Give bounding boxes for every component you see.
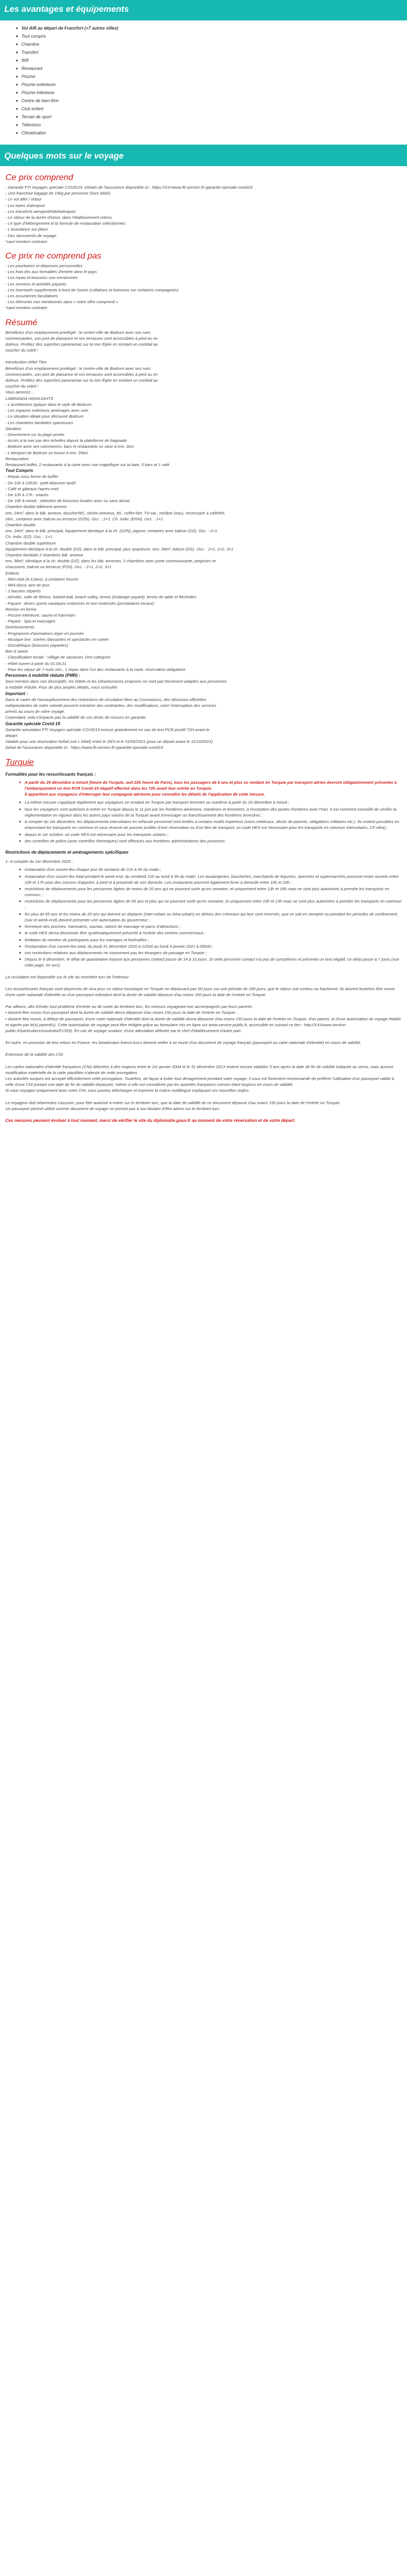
restriction-item: fermeture des piscines, hammams, saunas, salons de massage et parcs d'attractions ;: [25, 924, 402, 929]
entry-rule-item: à compter du 1er décembre, les déplacements interurbains en véhicule personnel sont limités à certains motifs impérieux (soins médicaux, décès de parents, obligations militaires etc.). Ils restent possibles en empruntant les transports en commun et sous réserve de pouvoir justifier d'une réservation ou d'un titre de transport, un code HES est nécessaire pour les transports en commun interurbains, CF infra) ;: [25, 819, 402, 831]
important-text: Dans le cadre de l'assouplissement des restrictions de circulation liées au Coronavirus, des décisions officielles indépendantes de notre volonté peuvent entraîner des contraintes, des modifications, voire l'interruption des services préviis au cours de votre voyage. Cependant, cela n'impacte pas la validité de vos droits de recours en garantie.: [5, 697, 216, 720]
entry-rule-item: La même mesure s'applique également aux voyageurs se rendant en Turquie par transport terrestre ou maritime à partir du 29 décembre à minuit ;: [25, 799, 402, 805]
important-label: Important :: [5, 691, 28, 696]
not-included-line: - Les éventuels suppléments à bord de l'avion (collations et boissons sur certaines compagnies): [5, 287, 179, 292]
amenity-item: Transfert: [21, 48, 402, 56]
turkey-paragraph: Le voyageur doit néanmoins s'assurer, pour être autorisé à entrer sur le territoire turc, que la date de validité de ce document dépasse d'au moins 150 jours la date de l'entrée en Turquie. Un passeport périmé utilisé comme document de voyage ne permet pas à son titulaire d'être admis sur le territoire turc.: [5, 1100, 341, 1111]
restriction-item: Depuis le 8 décembre, le délai de quarantaine imposé aux personnes contact passe de 14 à 10 jours. Si cette personne contact n'a pas de symptômes et présente un test négatif, ce délai passe à 7 jours (voir cette page, en turc).: [25, 956, 402, 968]
restriction-item: les plus de 65 ans et les moins de 20 ans qui doivent se déplacer (inter-urbain ou intra-urbain) en dehors des créneaux qui leur sont réservés, que ce soit en semaine ou pendant les périodes de confinement (soir et week-end) doivent présenter une autorisation du gouverneur ;: [25, 911, 402, 923]
covid-test-list: [5, 779, 402, 798]
entry-rule-item: tous les voyageurs sont autorisés à entrer en Turquie depuis le 11 juin par les frontières aériennes, maritimes et terrestres, à l'exception des postes frontières avec l'Iran. Il est vivement conseillé de vérifier la règlementation en vigueur dans les autres pays voisins de la Turquie avant d'envisager un franchissement des frontières terrestres ;: [25, 806, 402, 818]
included-line: - Le vol aller / retour: [5, 197, 42, 202]
amenity-item: Piscine intérieure: [21, 89, 402, 97]
amenities-list: [0, 20, 407, 137]
not-included-title: Ce prix ne comprend pas: [5, 252, 101, 261]
summary-intro: Bénéficiez d'un emplacement privilégié : le centre-ville de Bodrum avec ses rues commerçantes, son port de plaisance et ses terrasses sont accessibles à pied ou en dolmus. Profitez des superbes panoramas sur la mer Égée en sirotant un cocktail au coucher du soleil !: [5, 330, 158, 353]
turkey-paragraph: Extension de la validité des CNI: [5, 1052, 63, 1057]
guarantee-label: Garantie spéciale Covid 19: [5, 721, 60, 726]
amenity-item: Chambre: [21, 40, 402, 48]
restriction-item: instauration d'un couvre-feu total pendant le week-end, du vendredi 21h au lundi à 5h du matin. Les boulangeries, boucheries, marchands de légumes, épiceries et supermarchés pourront rester ouverts entre 10h et 17h pour des courses d'appoint, à pied et à proximité de son domicile. Les restaurants pourront également livrer à domicile entre 10h et 20h ;: [25, 874, 402, 885]
included-line: - Des documents de voyage.: [5, 233, 57, 238]
restrictions-list: [5, 867, 402, 968]
section-header-amenities: [0, 0, 407, 20]
included-line: - Le séjour de la durée choisie, dans l'établissement retenu.: [5, 215, 113, 220]
amenity-item: Tout compris: [21, 32, 402, 40]
amenity-item: Club enfant: [21, 105, 402, 113]
section-title: Les avantages et équipements: [4, 5, 129, 14]
amenity-item: Télévision: [21, 121, 402, 129]
restriction-item: restrictions de déplacements pour les personnes âgées de 65 ans et plus qui ne pourront sortir qu'en semaine, et uniquement entre 10h et 13h mais ne sont plus autorisées à prendre les transports en commun ;: [25, 899, 402, 910]
formalities-label: Formalités pour les ressortissants français :: [5, 771, 96, 777]
turkey-paragraph: La circulation est disponible sur le site du ministère turc de l'Intérieur: [5, 974, 129, 979]
section-title: Quelques mots sur le voyage: [4, 152, 124, 161]
entry-rules-list: [5, 799, 402, 843]
included-line: - Une franchise bagage de 15kg par personne (hors bébé): [5, 191, 111, 196]
all-inclusive-text: - Repas sous forme de buffet - De 10h à 10h30 : petit-déjeuner tardif - Café et gâteaux l'après-midi - De 12h à 17h : snacks - De 10h à minuit : sélection de boissons locales avec ou sans alcool: [5, 474, 130, 504]
restriction-item: ces restrictions relatives aux déplacements ne concernent pas les étrangers de passage en Turquie ;: [25, 950, 402, 956]
entry-rule-item: des contrôles de police (avec contrôles thermiques) sont effectués aux frontières administratives des provinces.: [25, 838, 402, 844]
amenity-item: Centre de bien-être: [21, 97, 402, 105]
included-line: *sauf mention contraire: [5, 239, 48, 244]
pmr-text: Seul mention dans nos descriptifs, les hôtels et les infrastructures proposés ne sont pas forcément adaptés aux personnes à mobilité réduite. Pour de plus amples détails, nous consulter.: [5, 679, 227, 690]
included-section: [0, 173, 407, 1129]
restriction-item: l'instauration d'un couvre-feu total, du jeudi 31 décembre 2020 à 21h00 au lundi 4 janvier 2021 à 05h00 ;: [25, 943, 402, 949]
not-included-line: - Les repas et boissons non mentionnés: [5, 275, 78, 281]
restriction-item: le code HES devra désormais être systématiquement présenté à l'entrée des centres commerciaux ;: [25, 930, 402, 936]
turkey-paragraph: Les cartes nationales d'identité françaises (CNI) délivrées à des majeurs entre le 1er janvier 2004 et le 31 décembre 2013 restent encore valables 5 ans après la date de fin de validité indiquée au verso, mais aucune modification matérielle de la carte plastifiée n'atteste de cette prorogation. Les autorités turques ont accepté officiellement cette prorogation. Toutefois, de façon à éviter tout désagrément pendant votre voyage, il vous est fortement recommandé de préférer l'utilisation d'un passeport valide à celle d'une CNI portant une date de fin de validité dépassée, même si elle est considérée par les autorités françaises comme étant toujours en cours de validité. Si vous voyagez uniquement avec votre CNI, vous pouvez télécharger et imprimer la notice multilingue expliquant ces nouvelles règles.: [5, 1064, 395, 1093]
included-line: - Les taxes d'aéroport: [5, 203, 45, 208]
included-line: - Le type d'hébergement et la formule de restauration sélectionnés.: [5, 221, 127, 226]
intro-hotel-label: Introduction Hôtel Titre: [5, 360, 47, 365]
amenity-item: Climatisation: [21, 129, 402, 137]
pmr-label: Personnes à mobilité réduite (PMR) :: [5, 673, 81, 678]
amenity-item: Terrain de sport: [21, 113, 402, 121]
turkey-paragraph: Par ailleurs, afin d'éviter tout problème d'entrée ou de sortie du territoire turc, les mineurs voyageant non accompagnés par leurs parents : • doivent être munis d'un passeport dont la durée de validité devra dépasser d'au moins 150 jours la date de l'entrée en Turquie ; • doivent être munis, à défaut de passeport, d'une carte nationale d'identité dont la durée de validité devra dépasser d'au moins 150 jours la date de l'entrée en Turquie, d'un parent, et d'une autorisation de voyage établie et signée par le(s) parent(s). Cette autorisation de voyage peut être rédigée grâce au formulaire mis en ligne sur www.service-public.fr, accessible en suivant ce lien : http://XXXwww.service-public.fr/particuliers/vosdroits/F1359). En cas de voyage scolaire, d'une attestation délivrée par le chef d'établissement d'autre part.: [5, 1004, 401, 1033]
turkey-title: Turquie: [5, 757, 34, 767]
amenity-item: Piscine extérieure: [21, 81, 402, 89]
included-line: - Garantie FTI Voyages spéciale COVID19. Détails de l'assurance disponible ici : https://XXXwww.fti-service.fr/-garantie-speciale-covid19: [5, 185, 252, 190]
guarantee-text: Garantie annulation FTI Voyages spéciale COVID19 incluse gratuitement en cas de test PCR positif 72H avant le départ. Valable pour une réservation forfait (vol + hôtel) entre le 29/3 et le 31/05/2021 (pour un départ avant le 31/10/2021). Détail de l'assurance disponible ici : https://www.fti-service.fr/-garantie-speciale-covid19: [5, 727, 214, 750]
not-included-line: - Les assurances facultatives: [5, 294, 58, 299]
rooms-and-activities: Chambre double bâtiment annexe env. 24m², dans le bât. annexe, douche/WC, sèche-cheveux, tél., coffre-fort, TV-sat., minibar (eau), nécessaire à café/thé, clim., certaines avec balcon ou terrasse (DZN). Occ. : 2+1. Ch. Indiv. (EGN). Occ. : 1+1 Chambre double env. 24m², dans le bât. principal, équipement identique à la ch. (DZN), pignon, certaines avec balcon (DZ). Occ. : 2+1. Ch. Indiv. (EZ). Occ. : 1+1 Chambre double supérieure équipement identique à la ch. double (DZ), dans le bât. principal, plus spacieuse, env. 34m², balcon (DS). Occ. : 2+1, 2+2, 3+1 Chambre familiale 2 chambres bât. annexe env. 38m², identique à la ch. double (DZ), dans les bât. annexes, 2 chambres avec porte communicante, peignoirs et chaussons, balcon ou terrasse (F2N). Occ. : 2+1, 2+2, 3+1 Enfants - Mini-club (4-12ans), à certaines heures - Mini-disco, aire de jeux - 2 bassins séparés - Aérobic, salle de fitness, basket-ball, beach-volley, tennis (éclairage payant), tennis de table et fléchettes - Payant : divers sports nautiques motorisés et non motorisés (prestataires locaux) Remise en forme - Piscine intérieure, sauna et hammam - Payant : Spa et massages Divertissements - Programme d'animations léger en journée - Musique live, soirées dansantes et spectacles en soirée - Discothèque (boissons payantes) Bon à savoir - Classification locale : Village de vacances 1ère catégorie - Hôtel ouvert à partir du 01.04.21 - Pour les séjour de 7 nuits min., 1 repas dans l'un des restaurants à la carte, réservation obligatoire: [5, 504, 234, 672]
summary-body: Vous aimerez... LABRANDA HIGHLIGHTS - L'architecture typique dans le style de Bodrum - Les espaces extérieurs aménagés avec soin - La situation idéale pour découvrir Bodrum - Les chambres familiales spacieuses Situation - Directement sur la plage privée - Accès à la mer par des échelles depuis la plateforme de baignade - Bodrum avec ses commerces, bars et restaurants se situe à env. 1km - L'aéroport de Bodrum se trouve à env. 35km Restauration Restaurant buffet, 2 restaurants à la carte avec vue magnifique sur la baie, 5 bars et 1 café: [5, 390, 170, 467]
amenity-item: Wifi: [21, 56, 402, 65]
not-included-line: *sauf mention contraire: [5, 305, 48, 311]
covid-test-item: A partir du 29 décembre à minuit (heure de Turquie, soit 22h heure de Paris), tous les passagers de 6 ans et plus se rendant en Turquie par transport aérien devront obligatoirement présenter à l'embarquement un test PCR Covid-19 négatif effectué dans les 72h avant leur entrée en Turquie. Il appartient aux voyageurs d'interroger leur compagnie aérienne pour connaître les détails de l'application de cette mesure.: [25, 779, 402, 798]
restriction-item: restrictions de déplacements pour les personnes âgées de moins de 20 ans qui ne pourront sortir qu'en semaine, et uniquement entre 13h et 16h mais ne sont plus autorisées à prendre les transports en commun ;: [25, 886, 402, 898]
restriction-item: instauration d'un couvre-feu chaque jour de semaine de 21h à 5h du matin ;: [25, 867, 402, 872]
included-title: Ce prix comprend: [5, 173, 74, 182]
not-included-line: - Les pourboires et dépenses personnelles: [5, 263, 83, 269]
entry-rule-item: depuis le 1er octobre, un code HES est nécessaire pour les transports urbains ;: [25, 832, 402, 838]
all-inclusive-label: Tout Compris: [5, 468, 33, 474]
included-line: - Les transferts aéroport/hôtel/aéroport.: [5, 209, 77, 214]
not-included-line: - Les frais liés aux formalités d'entrée dans le pays: [5, 269, 97, 275]
restriction-item: limitation du nombre de participants pour les mariages et funérailles ;: [25, 937, 402, 943]
restrictions-sub: 1- A compter du 1er décembre 2020 :: [5, 859, 73, 864]
turkey-paragraph: Les ressortissants français sont dispensés de visa pour un séjour touristique en Turquie ne dépassant pas 90 jours sur une période de 180 jours, que le séjour soit continu ou fractionné. Ils doivent toutefois être munis d'une carte nationale d'identité ou d'un passeport individuel dont la durée de validité dépasse d'au moins 150 jours la date de l'entrée en Turquie.: [5, 986, 395, 997]
restrictions-label: Restrictions de déplacements et aménagements spécifiques: [5, 849, 129, 855]
turkey-paragraph: En outre, en provision de leur retour en France, les binationaux franco-turcs doivent veiller à se munir d'un document de voyage français (passeport ou carte nationale d'identité) en cours de validité.: [5, 1040, 362, 1046]
not-included-line: - Les services et activités payants: [5, 281, 67, 287]
included-line: - L'assistance sur place.: [5, 227, 49, 232]
amenity-item: Vol A/R au départ de Francfort (+7 autres villes): [21, 24, 402, 32]
summary-intro-2: Bénéficiez d'un emplacement privilégié : le centre-ville de Bodrum avec ses rues commerçantes, son port de plaisance et ses terrasses sont accessibles à pied ou en dolmus. Profitez des superbes panoramas sur la mer Égée en sirotant un cocktail au coucher du soleil !: [5, 366, 158, 389]
summary-title: Résumé: [5, 318, 38, 327]
amenity-item: Restaurant: [21, 65, 402, 73]
amenity-item: Piscine: [21, 73, 402, 81]
not-included-line: - Les éléments non mentionnés dans « notre offre comprend »: [5, 299, 118, 305]
section-header-trip: [0, 145, 407, 166]
final-warning: Ces mesures peuvent évoluer à tout moment, merci de vérifier le site du diplomatie.gouv.fr au moment de votre réservation et de votre départ.: [5, 1118, 296, 1124]
